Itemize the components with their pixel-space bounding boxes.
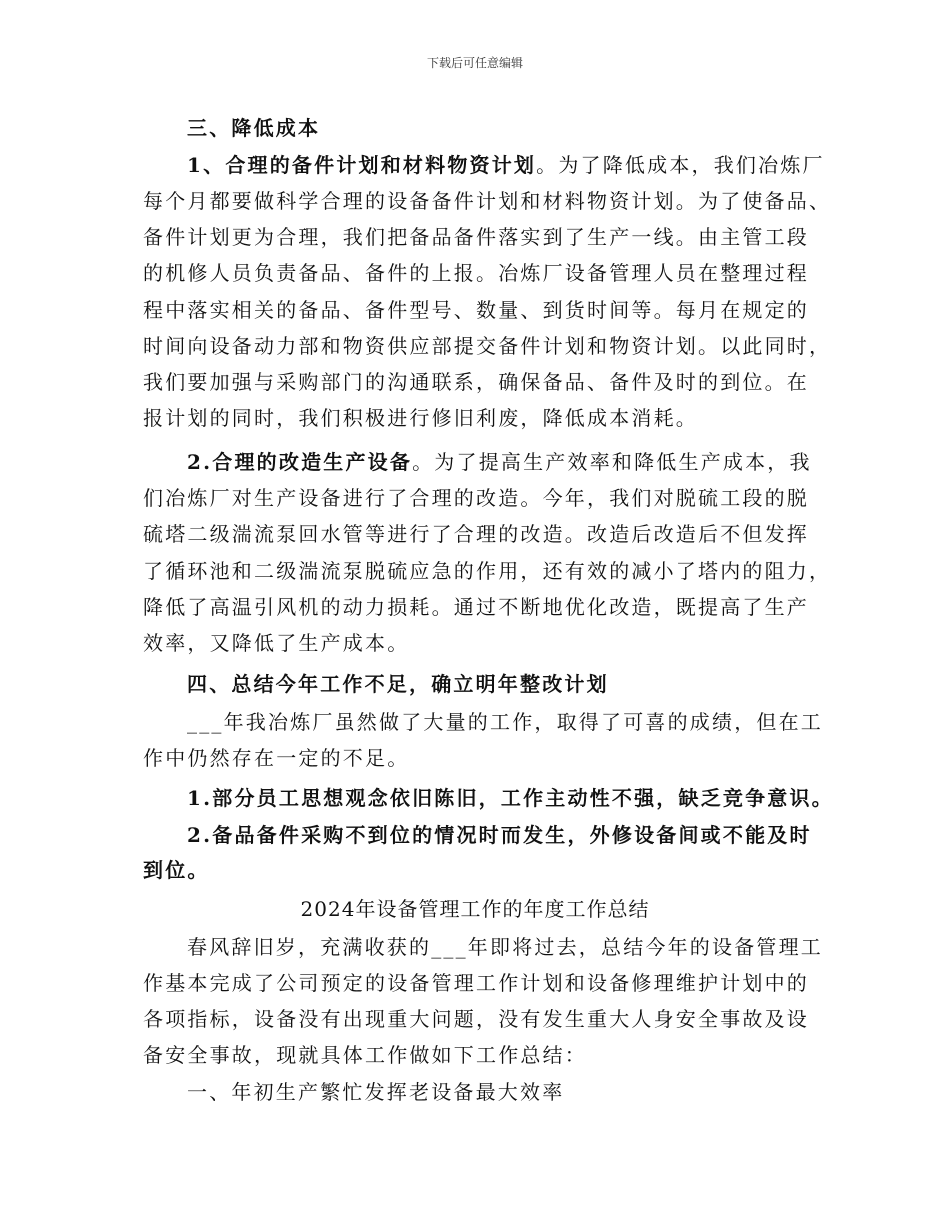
paragraph-line: 各项指标，设备没有出现重大问题，没有发生重大人身安全事故及设	[143, 1007, 809, 1031]
paragraph-line: 报计划的同时，我们积极进行修旧利废，降低成本消耗。	[143, 406, 698, 430]
document-title: 2024年设备管理工作的年度工作总结	[300, 897, 650, 921]
list-item: 1.部分员工思想观念依旧陈旧，工作主动性不强，缺乏竞争意识。	[187, 786, 834, 810]
paragraph-line: 时间向设备动力部和物资供应部提交备件计划和物资计划。以此同时，	[143, 334, 832, 358]
item-heading-1: 1、合理的备件计划和材料物资计划	[187, 153, 537, 177]
section-heading-1: 一、年初生产繁忙发挥老设备最大效率	[187, 1080, 565, 1104]
list-item-continued: 到位。	[143, 858, 210, 882]
paragraph-line: 们冶炼厂对生产设备进行了合理的改造。今年，我们对脱硫工段的脱	[143, 486, 809, 510]
paragraph-text: 。为了降低成本，我们冶炼厂	[536, 153, 825, 177]
paragraph-line: 春风辞旧岁，充满收获的___年即将过去，总结今年的设备管理工	[187, 935, 823, 959]
paragraph-line: ___年我冶炼厂虽然做了大量的工作，取得了可喜的成绩，但在工	[187, 710, 823, 734]
paragraph-line: 程中落实相关的备品、备件型号、数量、到货时间等。每月在规定的	[143, 298, 809, 322]
paragraph-line	[187, 153, 867, 177]
paragraph-text: 。为了提高生产效率和降低生产成本，我	[412, 450, 812, 474]
section-heading-3: 三、降低成本	[187, 116, 321, 140]
paragraph-line: 每个月都要做科学合理的设备备件计划和材料物资计划。为了使备品、	[143, 189, 832, 213]
list-item: 2.备品备件采购不到位的情况时而发生，外修设备间或不能及时	[187, 823, 812, 847]
paragraph-line: 效率，又降低了生产成本。	[143, 631, 410, 655]
paragraph-line: 作中仍然存在一定的不足。	[143, 746, 410, 770]
paragraph-line	[187, 450, 867, 474]
paragraph-line: 我们要加强与采购部门的沟通联系，确保备品、备件及时的到位。在	[143, 370, 809, 394]
paragraph-line: 的机修人员负责备品、备件的上报。冶炼厂设备管理人员在整理过程	[143, 261, 809, 285]
paragraph-line: 降低了高温引风机的动力损耗。通过不断地优化改造，既提高了生产	[143, 595, 809, 619]
item-heading-2: 2.合理的改造生产设备	[187, 450, 413, 474]
page-header: 下载后可任意编辑	[426, 56, 523, 70]
paragraph-line: 了循环池和二级湍流泵脱硫应急的作用，还有效的减小了塔内的阻力，	[143, 559, 832, 583]
paragraph-line: 备安全事故，现就具体工作做如下工作总结：	[143, 1043, 587, 1067]
paragraph-line: 作基本完成了公司预定的设备管理工作计划和设备修理维护计划中的	[143, 971, 809, 995]
paragraph-line: 备件计划更为合理，我们把备品备件落实到了生产一线。由主管工段	[143, 225, 809, 249]
paragraph-line: 硫塔二级湍流泵回水管等进行了合理的改造。改造后改造后不但发挥	[143, 522, 809, 546]
section-heading-4: 四、总结今年工作不足，确立明年整改计划	[187, 672, 609, 696]
